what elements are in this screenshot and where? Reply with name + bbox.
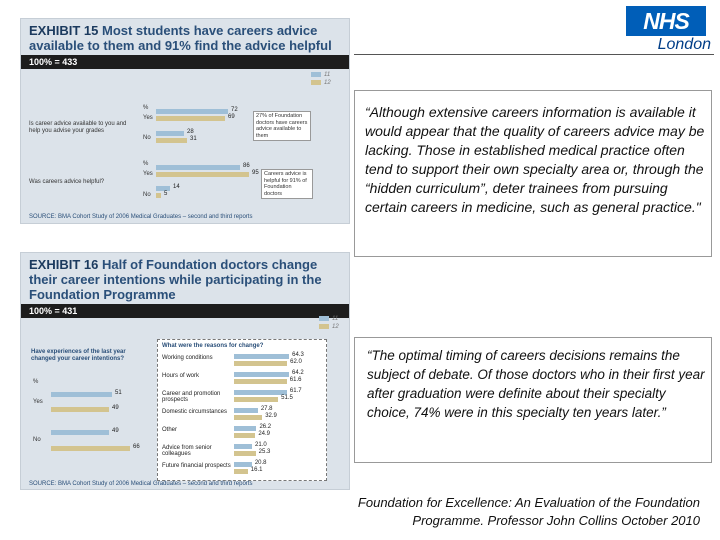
question-1: Is career advice available to you and help you advise your grades (29, 121, 127, 134)
q2-no-label: No (143, 192, 151, 198)
reasons-panel (157, 339, 327, 481)
reason-bar-11 (234, 462, 252, 467)
reason-bar-12 (234, 451, 256, 456)
reason-bar-12 (234, 397, 278, 402)
reason-value-12: 61.6 (289, 377, 302, 383)
exhibit-15-number: EXHIBIT 15 (29, 23, 99, 38)
q1-yes-val-11: 72 (231, 107, 238, 113)
ex16-question: Have experiences of the last year changed your career intentions? (31, 349, 126, 362)
exhibit-16-title (21, 253, 349, 304)
exhibit-15 (20, 18, 350, 224)
exhibit-16-legend (319, 315, 339, 331)
q2-no-bar-12 (156, 193, 161, 198)
citation: Foundation for Excellence: An Evaluation of the Foundation Programme. Professor John Collins October 2010 (357, 495, 700, 528)
reason-label: Domestic circumstances (162, 409, 228, 415)
quote-2-text: “The optimal timing of careers decisions remains the subject of debate. Of those doctors who in their first year after graduation were definite about their specialty choice, 74% were in this specialty ten years later.” (367, 348, 705, 420)
ex16-no-val-12: 66 (133, 444, 140, 450)
reason-value-11: 26.2 (259, 424, 272, 430)
note-1: 27% of Foundation doctors have careers advice available to them (253, 111, 311, 141)
reason-value-12: 32.9 (265, 413, 277, 419)
ex16-no-val-11: 49 (112, 428, 119, 434)
legend16-12 (319, 323, 339, 331)
nhs-logo: NHS (626, 6, 706, 36)
ex16-yes-label: Yes (33, 399, 43, 405)
q2-yes-bar-12 (156, 172, 249, 177)
q1-yes-bar-12 (156, 116, 225, 121)
reason-value-11: 64.2 (292, 370, 304, 376)
exhibit-15-heading: Most students have careers advice available to them and 91% find the advice helpful (29, 23, 332, 53)
q1-no-val-11: 28 (187, 129, 194, 135)
question-2: Was careers advice helpful? (29, 179, 105, 185)
reason-bar-11 (234, 372, 289, 377)
pct-label-2: % (143, 161, 149, 167)
reason-value-12: 51.5 (281, 395, 293, 401)
q2-yes-bar-11 (156, 165, 240, 170)
legend-11-label: 11 (324, 72, 331, 78)
legend-12-label: 12 (324, 80, 331, 86)
logo-city: London (657, 36, 711, 53)
reason-value-12: 25.3 (258, 449, 271, 455)
ex16-yes-bar-11 (51, 392, 112, 397)
q1-yes-label: Yes (143, 115, 153, 121)
reason-bar-12 (234, 379, 287, 384)
reason-value-12: 62.0 (290, 359, 302, 365)
legend-11 (311, 71, 331, 79)
reason-label: Future financial prospects (162, 463, 231, 469)
q1-no-val-12: 31 (190, 136, 197, 142)
reason-bar-11 (234, 444, 252, 449)
reason-bar-11 (234, 426, 256, 431)
exhibit-16-source: SOURCE: BMA Cohort Study of 2006 Medical Graduates – second and third reports (29, 481, 253, 487)
reason-label: Career and promotion prospects (162, 391, 221, 403)
exhibit-16-number: EXHIBIT 16 (29, 257, 99, 272)
q2-yes-val-12: 95 (252, 170, 259, 176)
exhibit-16-banner: 100% = 431 (21, 304, 349, 318)
ex16-yes-val-11: 51 (115, 390, 122, 396)
reason-label: Advice from senior colleagues (162, 445, 212, 457)
ex16-no-bar-12 (51, 446, 130, 451)
ex16-yes-bar-12 (51, 407, 109, 412)
reason-label: Working conditions (162, 355, 213, 361)
q1-no-bar-12 (156, 138, 187, 143)
ex16-yes-val-12: 49 (112, 405, 119, 411)
legend16-11 (319, 315, 339, 323)
exhibit-16-heading: Half of Foundation doctors change their career intentions while participating in the Foundation Programme (29, 257, 322, 302)
quote-box-2 (354, 337, 712, 463)
q1-yes-bar-11 (156, 109, 228, 114)
reason-label: Hours of work (162, 373, 200, 379)
pct-label: % (143, 105, 149, 111)
reason-value-12: 24.9 (258, 431, 271, 437)
reason-value-11: 20.8 (254, 460, 267, 466)
note-2: Careers advice is helpful for 91% of Foundation doctors (261, 169, 313, 199)
q2-no-bar-11 (156, 186, 170, 191)
ex16-pct: % (33, 379, 39, 385)
exhibit-15-title (21, 19, 349, 55)
q2-yes-val-11: 86 (243, 163, 250, 169)
exhibit-15-legend (311, 71, 331, 87)
exhibit-16 (20, 252, 350, 490)
q2-no-val-12: 5 (164, 191, 168, 197)
reason-value-12: 16.1 (250, 467, 263, 473)
reason-bar-11 (234, 408, 258, 413)
reasons-title: What were the reasons for change? (162, 343, 264, 349)
legend16-11-label: 11 (332, 316, 339, 322)
quote-1-text: “Although extensive careers information is available it would appear that the quality of careers advice may be lacking. Those in established medical practice often tend to support their own specialty area or, through the “hidden curriculum”, deter trainees from pursuing certain careers in medicine, such as general practice." (365, 104, 705, 215)
ex16-no-bar-11 (51, 430, 109, 435)
legend-12 (311, 79, 331, 87)
exhibit-15-banner: 100% = 433 (21, 55, 349, 69)
reason-bar-12 (234, 469, 248, 474)
reason-bar-11 (234, 354, 289, 359)
reason-bar-11 (234, 390, 287, 395)
q2-yes-label: Yes (143, 171, 153, 177)
q1-yes-val-12: 69 (228, 114, 235, 120)
ex16-no-label: No (33, 437, 41, 443)
reason-bar-12 (234, 361, 287, 366)
reason-bar-12 (234, 415, 262, 420)
q1-no-bar-11 (156, 131, 184, 136)
reason-value-11: 27.8 (260, 406, 273, 412)
header-rule (354, 54, 714, 55)
q1-no-label: No (143, 135, 151, 141)
reason-value-11: 21.0 (255, 442, 267, 448)
reason-bar-12 (234, 433, 255, 438)
legend16-12-label: 12 (332, 324, 339, 330)
q2-no-val-11: 14 (173, 184, 180, 190)
reason-value-11: 61.7 (289, 388, 302, 394)
reason-value-11: 64.3 (292, 352, 304, 358)
quote-box-1 (354, 90, 712, 257)
exhibit-15-source: SOURCE: BMA Cohort Study of 2006 Medical Graduates – second and third reports (29, 214, 253, 220)
reason-label: Other (162, 427, 178, 433)
